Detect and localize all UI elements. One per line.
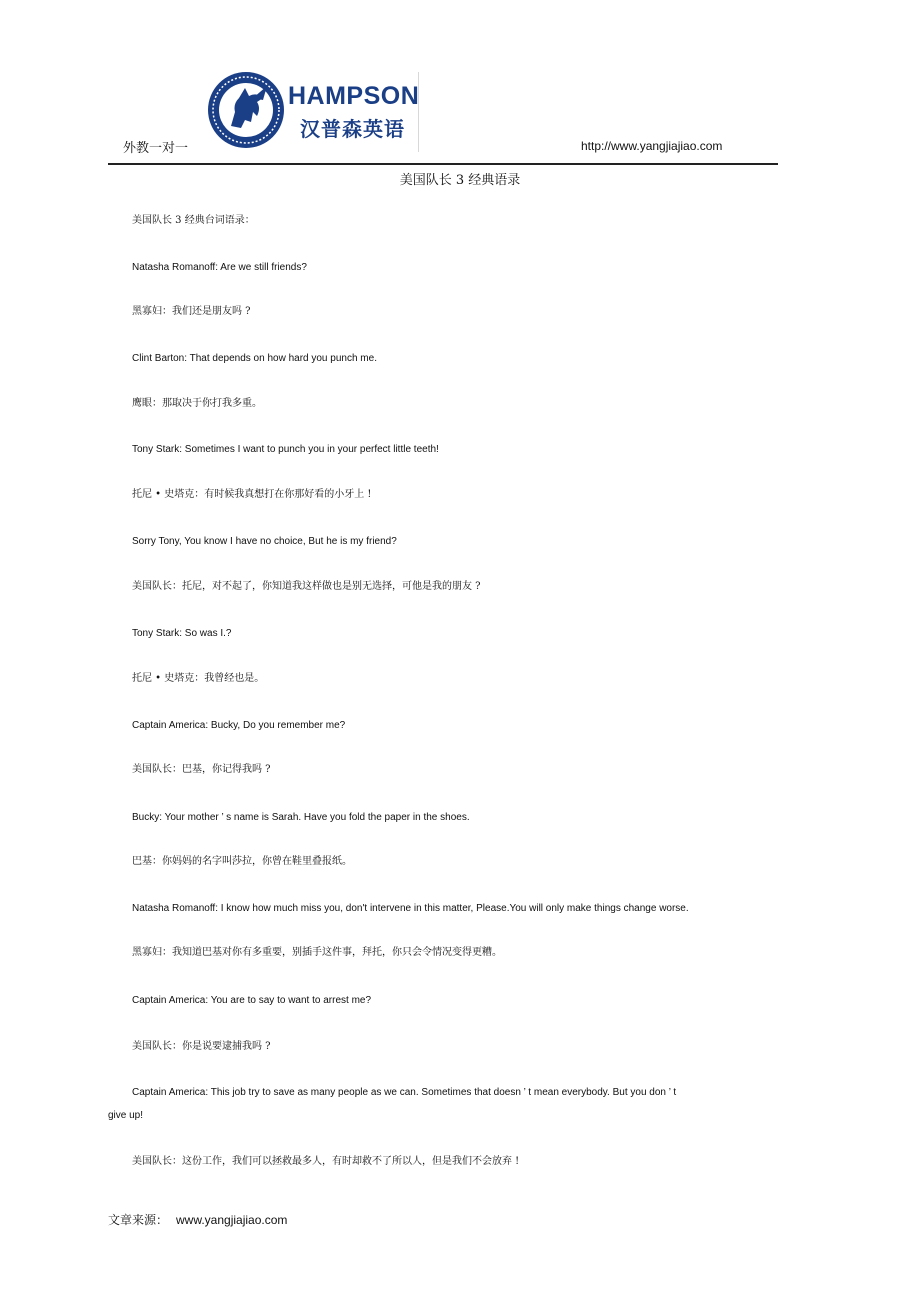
brand-name-en: HAMPSON [288,82,420,110]
text-line: Natasha Romanoff: Are we still friends? [132,262,307,273]
text-line: Clint Barton: That depends on how hard you punch me. [132,353,377,364]
text-line: 鹰眼：那取决于你打我多重。 [132,398,262,409]
page-title: 美国队长 3 经典语录 [399,173,521,188]
text-line: 美国队长：托尼，对不起了，你知道我这样做也是别无选择，可他是我的朋友 ? [132,581,481,592]
text-line: 托尼 • 史塔克：有时候我真想打在你那好看的小牙上 ! [132,489,372,500]
text-line: 托尼 • 史塔克：我曾经也是。 [132,673,265,684]
header-tagline: 外教一对一 [123,141,189,156]
header-divider [108,163,778,165]
text-line: Tony Stark: Sometimes I want to punch you in your perfect little teeth! [132,444,439,455]
footer-source [108,1211,287,1228]
header-url-link[interactable]: http://www.yangjiajiao.com [581,139,723,153]
text-line: 黑寡妇：我们还是朋友吗 ? [132,306,251,317]
text-line: 黑寡妇：我知道巴基对你有多重要，别插手这件事，拜托，你只会令情况变得更糟。 [132,947,502,958]
text-line: 美国队长 3 经典台词语录： [132,215,255,226]
text-line: Bucky: Your mother ’ s name is Sarah. Have you fold the paper in the shoes. [132,812,470,823]
text-line: 美国队长：你是说要逮捕我吗 ? [132,1041,271,1052]
footer-url-link[interactable]: www.yangjiajiao.com [176,1213,288,1227]
text-line: Captain America: Bucky, Do you remember me? [132,720,346,731]
text-line: 巴基：你妈妈的名字叫莎拉，你曾在鞋里叠报纸。 [132,856,352,867]
text-line: Sorry Tony, You know I have no choice, But he is my friend? [132,536,397,547]
text-line: 美国队长：这份工作，我们可以拯救最多人，有时却救不了所以人，但是我们不会放弃 ! [132,1156,520,1167]
footer-label: 文章来源： [108,1213,169,1227]
text-line: Captain America: You are to say to want to arrest me? [132,995,372,1006]
text-line: Tony Stark: So was I.? [132,628,232,639]
brand-name-cn: 汉普森英语 [300,117,405,141]
text-line: Captain America: This job try to save as many people as we can. Sometimes that doesn ’ t mean everybody. But you don ’ t [132,1087,677,1098]
text-line: Natasha Romanoff: I know how much miss you, don't intervene in this matter, Please.You will only make things change worse. [132,903,689,914]
text-line: 美国队长：巴基，你记得我吗 ? [132,764,271,775]
text-line: give up! [108,1110,144,1121]
